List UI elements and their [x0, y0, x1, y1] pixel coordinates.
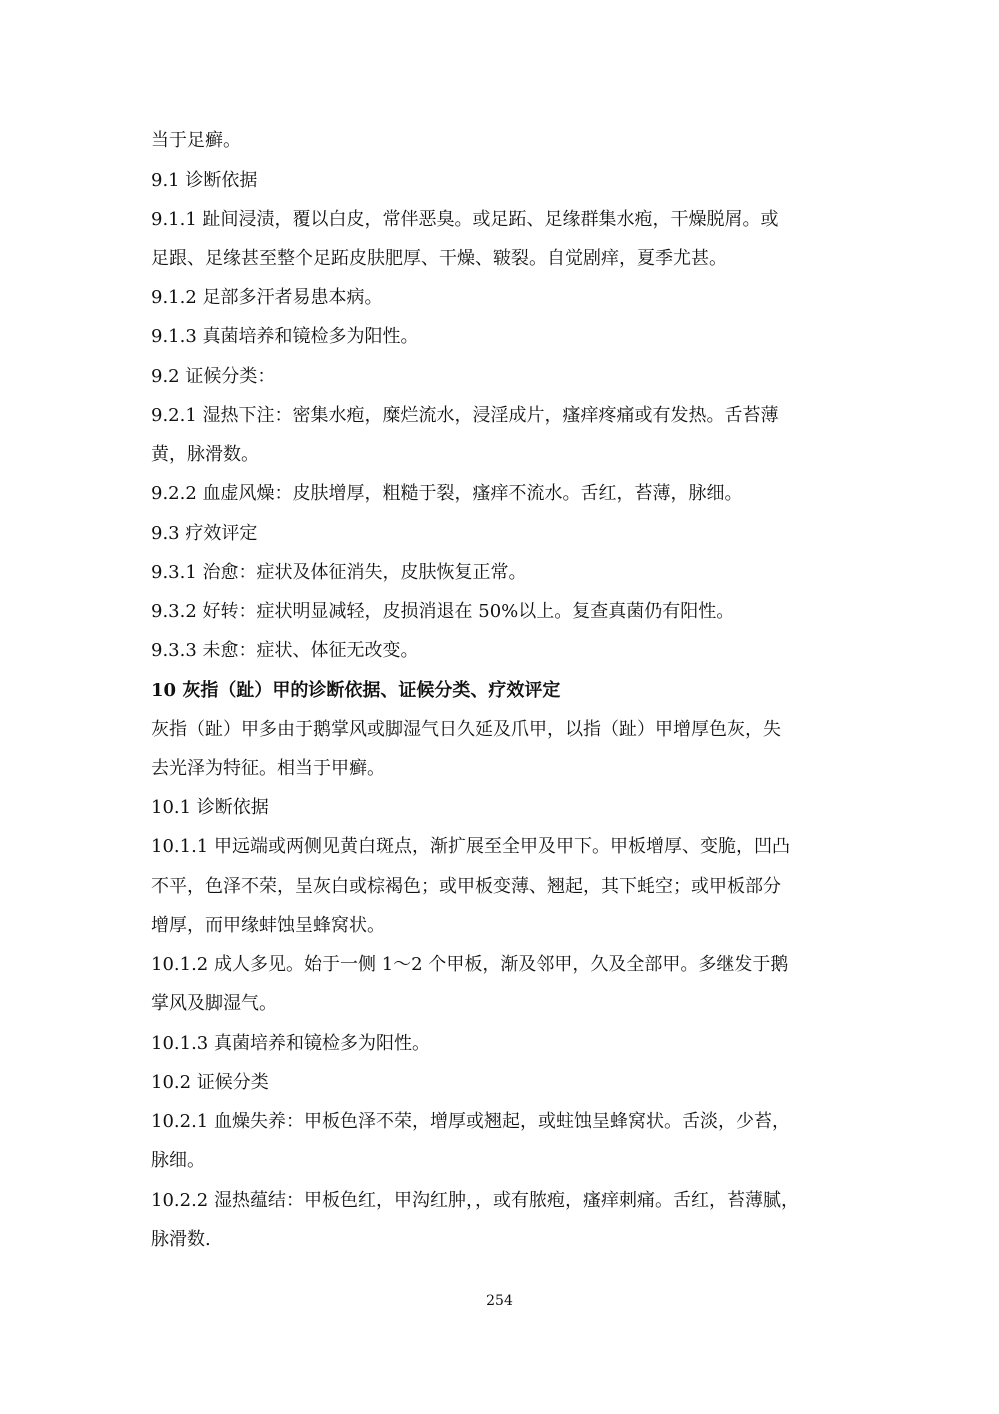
text-line: 足跟、足缘甚至整个足跖皮肤肥厚、干燥、皲裂。自觉剧痒，夏季尤甚。: [151, 248, 727, 269]
text-line: 10.1.1 甲远端或两侧见黄白斑点，渐扩展至全甲及甲下。甲板增厚、变脆，凹凸: [151, 836, 790, 857]
text-line: 脉滑数.: [151, 1229, 211, 1250]
text-line: 灰指（趾）甲多由于鹅掌风或脚湿气日久延及爪甲，以指（趾）甲增厚色灰，失: [151, 719, 781, 740]
section-heading: 9.2 证候分类：: [151, 366, 276, 387]
section-heading: 10.2 证候分类: [151, 1072, 269, 1093]
text-line: 10.2.2 湿热蕴结：甲板色红，甲沟红肿，，或有脓疱，瘙痒刺痛。舌红，苔薄腻，: [151, 1190, 799, 1211]
page-number: 254: [486, 1293, 513, 1309]
section-heading: 10.1 诊断依据: [151, 797, 269, 818]
text-line: 9.2.2 血虚风燥：皮肤增厚，粗糙于裂，瘙痒不流水。舌红，苔薄，脉细。: [151, 483, 743, 504]
text-line: 黄，脉滑数。: [151, 444, 259, 465]
text-line: 脉细。: [151, 1150, 205, 1171]
chapter-heading: 10 灰指（趾）甲的诊断依据、证候分类、疗效评定: [151, 680, 561, 701]
section-heading: 9.1 诊断依据: [151, 170, 258, 191]
text-line: 9.1.2 足部多汗者易患本病。: [151, 287, 383, 308]
text-line: 9.3.1 治愈：症状及体征消失，皮肤恢复正常。: [151, 562, 527, 583]
text-line: 10.2.1 血燥失养：甲板色泽不荣，增厚或翘起，或蛀蚀呈蜂窝状。舌淡，少苔，: [151, 1111, 790, 1132]
text-line: 9.2.1 湿热下注：密集水疱，糜烂流水，浸淫成片，瘙痒疼痛或有发热。舌苔薄: [151, 405, 779, 426]
text-line: 10.1.2 成人多见。始于一侧 1～2 个甲板，渐及邻甲，久及全部甲。多继发于鹅: [151, 954, 789, 975]
text-line: 不平，色泽不荣，呈灰白或棕褐色；或甲板变薄、翘起，其下蚝空；或甲板部分: [151, 876, 781, 897]
text-line: 掌风及脚湿气。: [151, 993, 277, 1014]
text-line: 当于足癣。: [151, 130, 241, 151]
text-line: 去光泽为特征。相当于甲癣。: [151, 758, 385, 779]
text-line: 9.3.3 未愈：症状、体征无改变。: [151, 640, 419, 661]
text-line: 9.1.3 真菌培养和镜检多为阳性。: [151, 326, 419, 347]
text-line: 9.3.2 好转：症状明显减轻，皮损消退在 50%以上。复查真菌仍有阳性。: [151, 601, 735, 622]
text-line: 9.1.1 趾间浸渍，覆以白皮，常伴恶臭。或足跖、足缘群集水疱，干燥脱屑。或: [151, 209, 779, 230]
text-line: 10.1.3 真菌培养和镜检多为阳性。: [151, 1033, 430, 1054]
text-line: 增厚，而甲缘蚌蚀呈蜂窝状。: [151, 915, 385, 936]
section-heading: 9.3 疗效评定: [151, 523, 258, 544]
